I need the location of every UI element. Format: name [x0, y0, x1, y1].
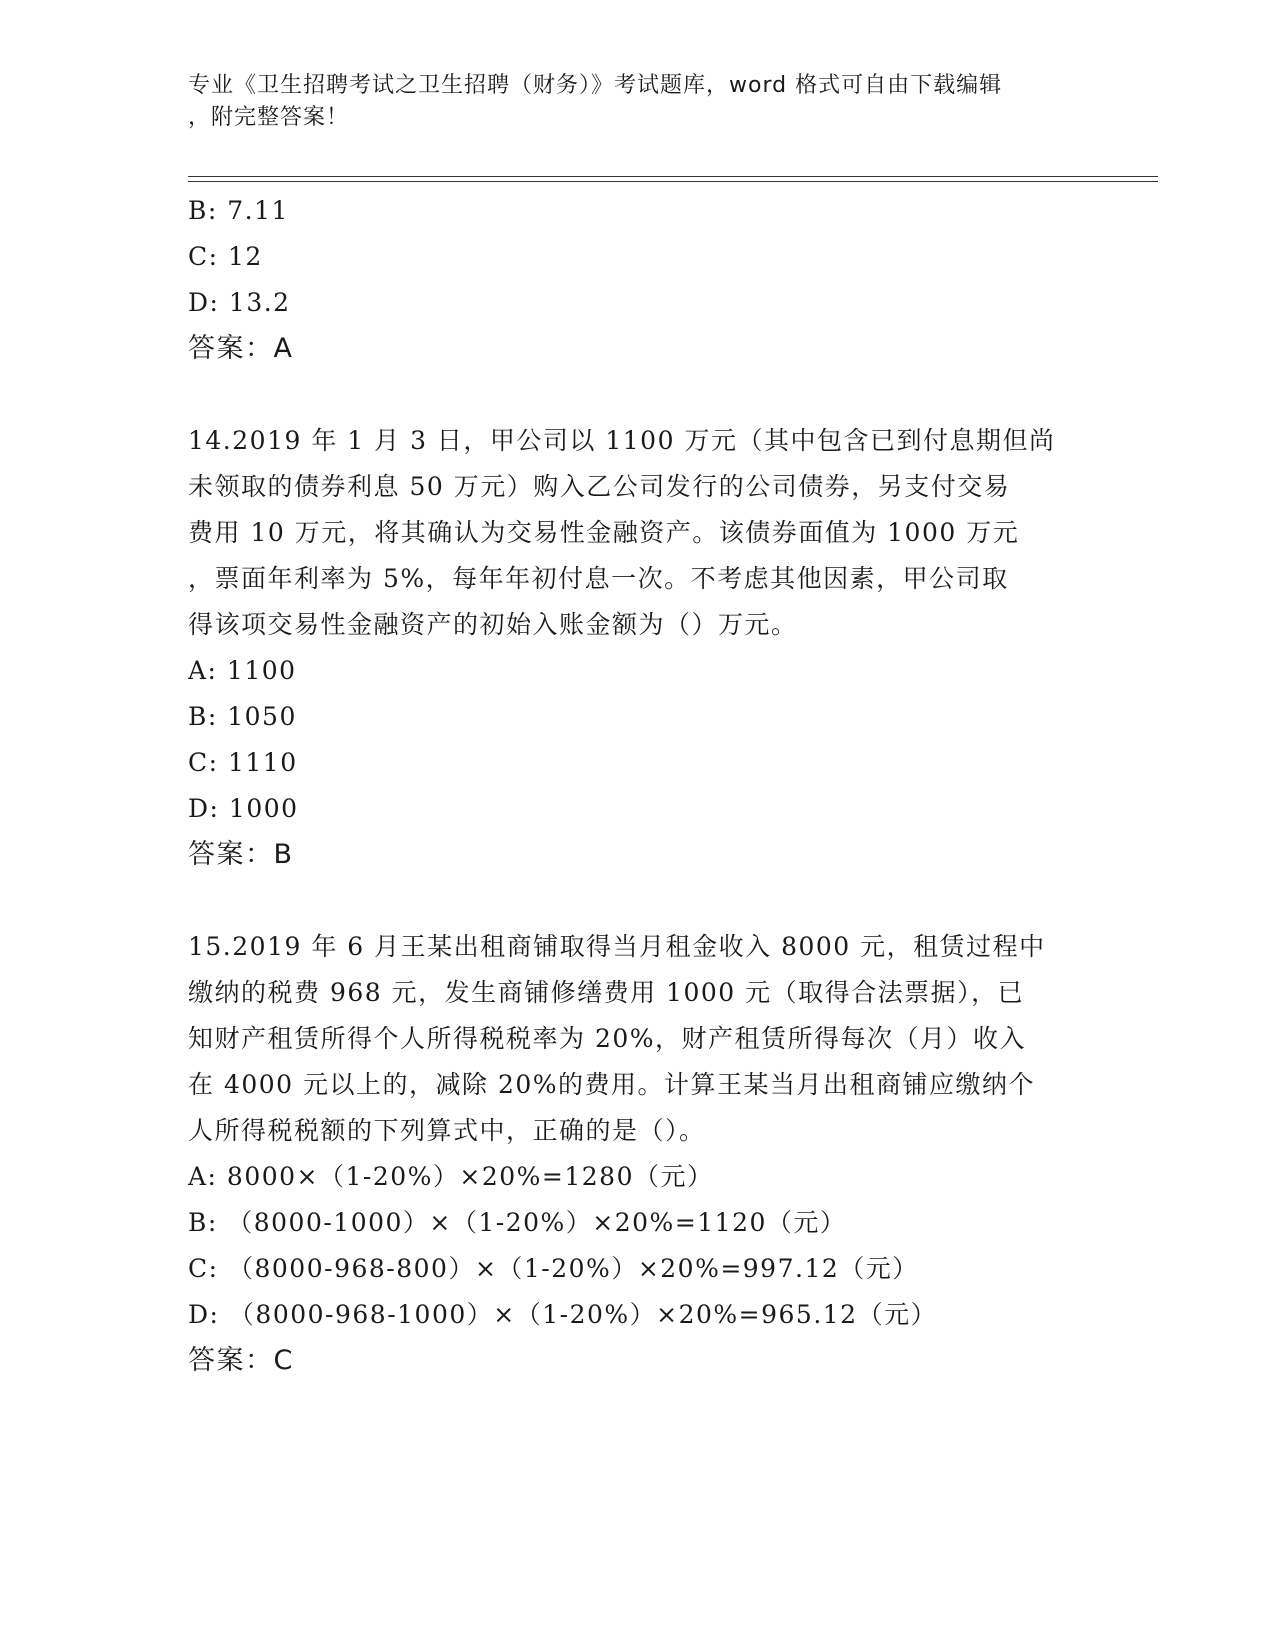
- option-a: A: 8000×（1-20%）×20%=1280（元）: [188, 1162, 714, 1191]
- question-text: [188, 924, 1088, 1154]
- page-header: [188, 70, 1068, 134]
- option-b: B: （8000-1000）×（1-20%）×20%=1120（元）: [188, 1208, 847, 1237]
- question-text-line: 费用 10 万元，将其确认为交易性金融资产。该债券面值为 1000 万元: [188, 518, 1020, 547]
- question-14: [188, 418, 1088, 878]
- header-divider: [188, 176, 1158, 182]
- question-text-line: 得该项交易性金融资产的初始入账金额为（）万元。: [188, 610, 798, 639]
- answer: 答案：C: [188, 1345, 294, 1376]
- prev-question: [188, 188, 1088, 372]
- option-b: B: 7.11: [188, 196, 289, 225]
- question-text-line: 15.2019 年 6 月王某出租商铺取得当月租金收入 8000 元，租赁过程中: [188, 932, 1046, 961]
- document-body: [188, 188, 1088, 1384]
- question-text-line: 在 4000 元以上的，减除 20%的费用。计算王某当月出租商铺应缴纳个: [188, 1070, 1036, 1099]
- option-c: C: （8000-968-800）×（1-20%）×20%=997.12（元）: [188, 1254, 919, 1283]
- option-b: B: 1050: [188, 702, 297, 731]
- option-d: D: 13.2: [188, 288, 291, 317]
- option-d: D: （8000-968-1000）×（1-20%）×20%=965.12（元）: [188, 1300, 938, 1329]
- question-text: [188, 418, 1088, 648]
- answer: 答案：A: [188, 333, 294, 364]
- question-text-line: 缴纳的税费 968 元，发生商铺修缮费用 1000 元（取得合法票据），已: [188, 978, 1025, 1007]
- option-d: D: 1000: [188, 794, 299, 823]
- question-text-line: 未领取的债券利息 50 万元）购入乙公司发行的公司债券，另支付交易: [188, 472, 1011, 501]
- question-text-line: 14.2019 年 1 月 3 日，甲公司以 1100 万元（其中包含已到付息期但尚: [188, 426, 1056, 455]
- answer: 答案：B: [188, 839, 294, 870]
- question-text-line: 人所得税税额的下列算式中，正确的是（）。: [188, 1116, 706, 1145]
- question-text-line: ，票面年利率为 5%，每年年初付息一次。不考虑其他因素，甲公司取: [188, 564, 1009, 593]
- question-15: [188, 924, 1088, 1384]
- question-text-line: 知财产租赁所得个人所得税税率为 20%，财产租赁所得每次（月）收入: [188, 1024, 1027, 1053]
- option-c: C: 12: [188, 242, 263, 271]
- option-c: C: 1110: [188, 748, 298, 777]
- header-title-line-2: ，附完整答案！: [188, 105, 350, 130]
- header-title-line-1: 专业《卫生招聘考试之卫生招聘（财务）》考试题库，word 格式可自由下载编辑: [188, 73, 1003, 98]
- option-a: A: 1100: [188, 656, 297, 685]
